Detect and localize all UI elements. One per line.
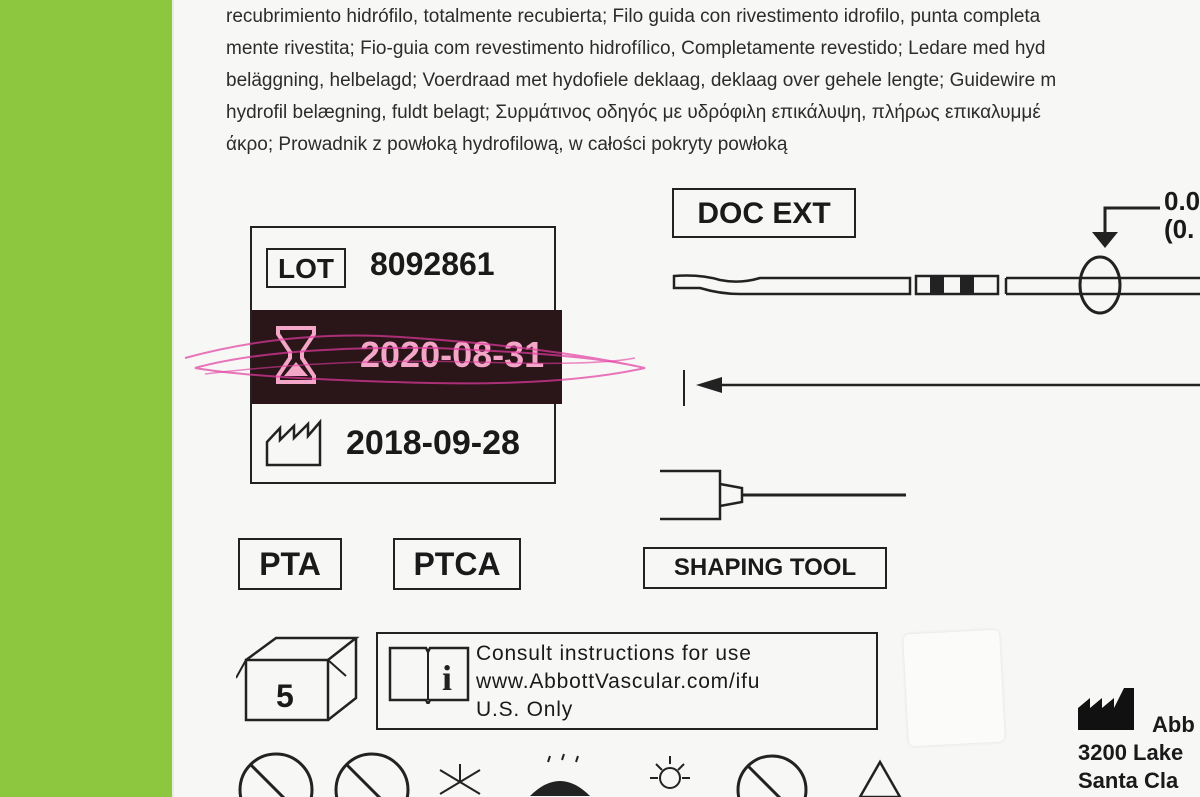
non-pyrogenic-icon	[440, 764, 480, 794]
description-line-3: beläggning, helbelagd; Voerdraad met hydofiele deklaag, deklaag over gehele lengte; Guidewire m	[226, 70, 1057, 91]
factory-date-icon	[264, 418, 330, 468]
consult-line-3: U.S. Only	[476, 698, 574, 721]
manufacturer-street: 3200 Lake	[1078, 740, 1184, 765]
consult-instructions-box	[376, 632, 878, 730]
book-info-icon	[388, 644, 470, 704]
lot-number: 8092861	[370, 246, 495, 282]
expiry-date: 2020-08-31	[360, 334, 545, 375]
do-not-reuse-icon	[240, 754, 312, 797]
description-line-5: άκρο; Prowadnik z powłoką hydrofilową, w całości pokryty powłoką	[226, 134, 788, 155]
bottom-symbols-row	[230, 752, 930, 797]
quantity-value: 5	[276, 678, 294, 714]
manufacture-date: 2018-09-28	[346, 424, 520, 462]
ptca-badge: PTCA	[393, 538, 521, 590]
marker-scribble	[175, 318, 655, 398]
svg-text:i: i	[442, 658, 453, 698]
sticker	[903, 630, 1005, 747]
pta-badge: PTA	[238, 538, 342, 590]
box-quantity-icon	[236, 632, 360, 724]
dimension-top: 0.0	[1164, 186, 1200, 216]
description-line-2: mente rivestita; Fio-guia com revestimento hidrofílico, Completamente revestido; Ledare med hyd	[226, 38, 1046, 59]
doc-ext-badge: DOC EXT	[672, 188, 856, 238]
manufacturer-icon	[1076, 686, 1136, 732]
keep-away-sunlight-icon	[650, 756, 690, 788]
description-line-4: hydrofil belægning, fuldt belagt; Συρμάτινος οδηγός με υδρόφιλη επικάλυψη, πλήρως επικαλυμμέ	[226, 102, 1041, 123]
manufacturer-name: Abb	[1152, 712, 1195, 737]
guidewire-diagram	[660, 188, 1200, 528]
shaping-tool-label: SHAPING TOOL	[643, 547, 887, 589]
manufacturer-city: Santa Cla	[1078, 768, 1179, 793]
do-not-use-if-damaged-icon	[738, 756, 806, 797]
caution-icon	[860, 762, 900, 797]
lot-label: LOT	[266, 248, 346, 288]
green-side-panel	[0, 0, 178, 797]
do-not-resterilize-icon	[336, 754, 408, 797]
description-line-1: recubrimiento hidrófilo, totalmente recubierta; Filo guida con rivestimento idrofilo, punta completa	[226, 6, 1041, 27]
consult-line-1: Consult instructions for use	[476, 642, 752, 665]
dimension-bottom: (0.	[1164, 214, 1195, 244]
keep-dry-icon	[530, 754, 590, 796]
consult-line-2: www.AbbottVascular.com/ifu	[476, 670, 761, 693]
